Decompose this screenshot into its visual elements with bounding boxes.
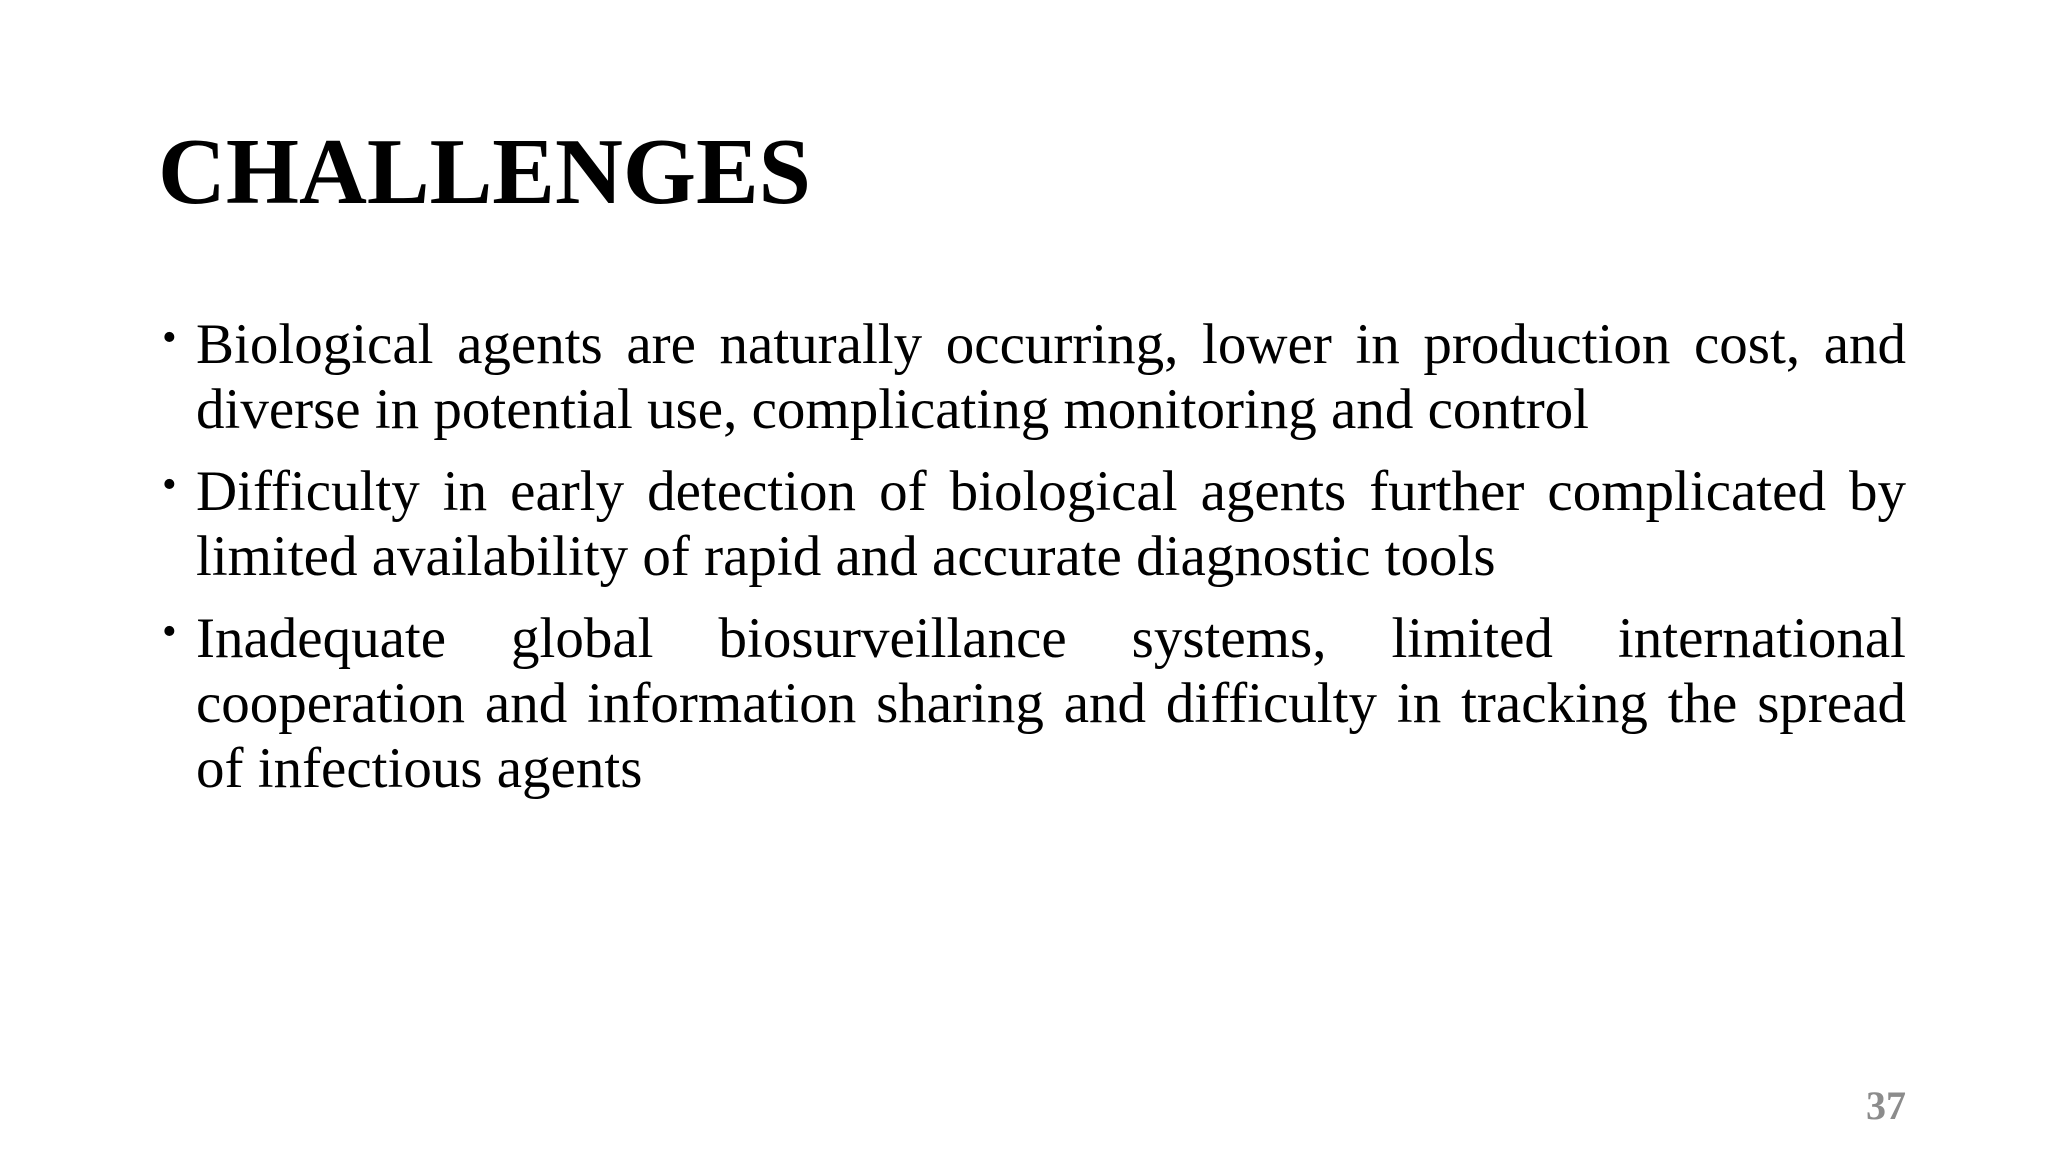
page-number: 37: [1866, 1083, 1906, 1128]
bullet-dot-icon: •: [162, 462, 177, 508]
slide-title: CHALLENGES: [158, 120, 811, 224]
bullet-dot-icon: •: [162, 609, 177, 655]
bullet-dot-icon: •: [162, 315, 177, 361]
bullet-text: Biological agents are naturally occurring, lower in production cost, and diverse in potential use, complicating monitoring and control: [196, 313, 1906, 441]
bullet-text: Inadequate global biosurveillance systems, limited international cooperation and information sharing and difficulty in tracking the spread of infectious agents: [196, 607, 1906, 800]
bullet-text: Difficulty in early detection of biological agents further complicated by limited availability of rapid and accurate diagnostic tools: [196, 460, 1906, 588]
bullet-item: [158, 459, 1906, 589]
bullet-item: [158, 606, 1906, 801]
bullet-item: [158, 312, 1906, 442]
bullet-list: [158, 312, 1906, 818]
